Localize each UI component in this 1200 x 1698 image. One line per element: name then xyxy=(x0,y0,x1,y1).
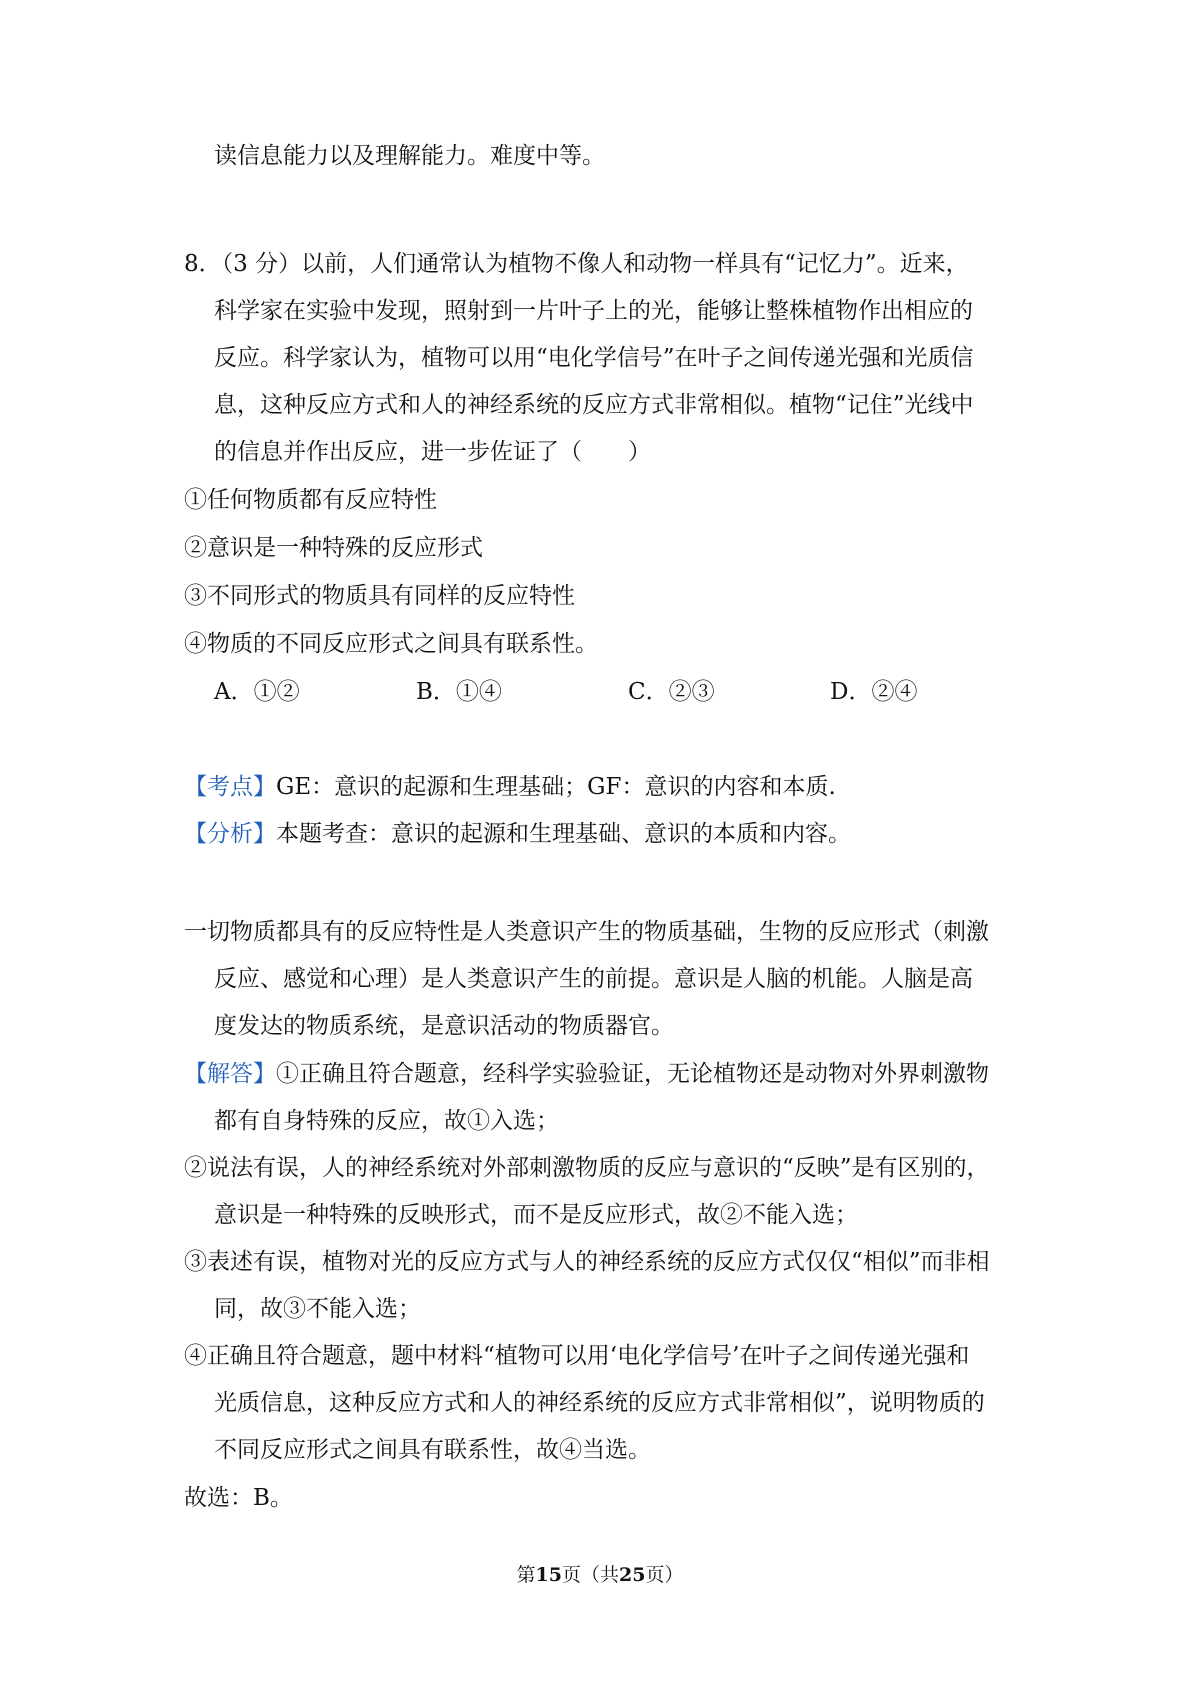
footer-prefix: 第 xyxy=(516,1564,536,1586)
jieda-line-9: 不同反应形式之间具有联系性，故④当选。 xyxy=(214,1437,651,1463)
analysis-line-3: 度发达的物质系统，是意识活动的物质器官。 xyxy=(214,1013,674,1039)
kaodian-text: GE：意识的起源和生理基础；GF：意识的内容和本质. xyxy=(276,774,836,800)
footer-suffix: 页） xyxy=(645,1564,684,1586)
question-line-1: 8．（3 分）以前，人们通常认为植物不像人和动物一样具有“记忆力”。近来， xyxy=(184,251,969,277)
jieda-line-6: 同，故③不能入选； xyxy=(214,1296,421,1322)
footer-middle: 页（共 xyxy=(561,1564,619,1586)
footer-total-pages: 25 xyxy=(619,1564,646,1586)
fenxi-text: 本题考查：意识的起源和生理基础、意识的本质和内容。 xyxy=(276,821,851,847)
jieda-line-2: 都有自身特殊的反应，故①入选； xyxy=(214,1108,559,1134)
jieda-line-4: 意识是一种特殊的反映形式，而不是反应形式，故②不能入选； xyxy=(214,1202,858,1228)
analysis-line-1: 一切物质都具有的反应特性是人类意识产生的物质基础，生物的反应形式（刺激 xyxy=(184,919,989,945)
jieda-line-1 xyxy=(184,1058,989,1090)
kaodian-tag: 【考点】 xyxy=(184,774,276,800)
intro-line: 读信息能力以及理解能力。难度中等。 xyxy=(214,143,605,169)
question-line-4: 息，这种反应方式和人的神经系统的反应方式非常相似。植物“记住”光线中 xyxy=(214,392,974,418)
statement-2: ②意识是一种特殊的反应形式 xyxy=(184,535,483,561)
statement-3: ③不同形式的物质具有同样的反应特性 xyxy=(184,583,575,609)
question-line-3: 反应。科学家认为，植物可以用“电化学信号”在叶子之间传递光强和光质信 xyxy=(214,345,974,371)
option-d: D．②④ xyxy=(830,679,918,705)
jieda-first-text: ①正确且符合题意，经科学实验验证，无论植物还是动物对外界刺激物 xyxy=(276,1061,989,1087)
answer-options xyxy=(214,676,974,708)
fenxi-line xyxy=(184,818,851,850)
statement-1: ①任何物质都有反应特性 xyxy=(184,487,437,513)
statement-4: ④物质的不同反应形式之间具有联系性。 xyxy=(184,631,598,657)
final-answer: 故选：B。 xyxy=(184,1485,293,1511)
question-line-5: 的信息并作出反应，进一步佐证了（ ） xyxy=(214,439,651,465)
option-c: C．②③ xyxy=(628,679,715,705)
jieda-tag: 【解答】 xyxy=(184,1061,276,1087)
jieda-line-8: 光质信息，这种反应方式和人的神经系统的反应方式非常相似”，说明物质的 xyxy=(214,1390,985,1416)
analysis-line-2: 反应、感觉和心理）是人类意识产生的前提。意识是人脑的机能。人脑是高 xyxy=(214,966,973,992)
kaodian-line xyxy=(184,771,836,803)
page-footer xyxy=(0,1562,1200,1588)
jieda-line-5: ③表述有误，植物对光的反应方式与人的神经系统的反应方式仅仅“相似”而非相 xyxy=(184,1249,990,1275)
jieda-line-7: ④正确且符合题意，题中材料“植物可以用‘电化学信号’在叶子之间传递光强和 xyxy=(184,1343,970,1369)
footer-page-number: 15 xyxy=(535,1564,562,1586)
fenxi-tag: 【分析】 xyxy=(184,821,276,847)
jieda-line-3: ②说法有误，人的神经系统对外部刺激物质的反应与意识的“反映”是有区别的， xyxy=(184,1155,990,1181)
question-line-2: 科学家在实验中发现，照射到一片叶子上的光，能够让整株植物作出相应的 xyxy=(214,298,973,324)
option-a: A．①② xyxy=(214,679,300,705)
option-b: B．①④ xyxy=(416,679,502,705)
